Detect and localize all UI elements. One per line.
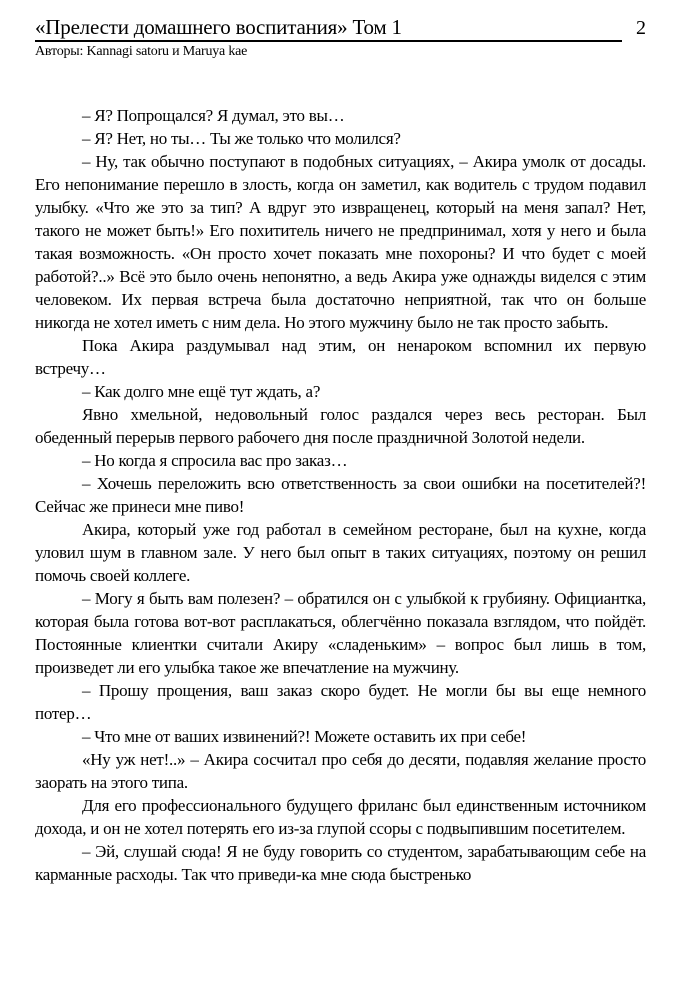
paragraph: Явно хмельной, недовольный голос раздался через весь ресторан. Был обеденный перерыв первого рабочего дня после праздничной Золотой недели. [35,405,646,447]
page-number: 2 [636,17,646,39]
paragraph: – Прошу прощения, ваш заказ скоро будет. Не могли бы вы еще немного потер… [35,681,646,723]
page-title: «Прелести домашнего воспитания» Том 1 [35,15,402,39]
header-rule [35,16,622,42]
paragraph: Акира, который уже год работал в семейном ресторане, был на кухне, когда уловил шум в главном зале. У него был опыт в таких ситуациях, поэтому он решил помочь своей коллеге. [35,520,646,585]
paragraph: «Ну уж нет!..» – Акира сосчитал про себя до десяти, подавляя желание просто заорать на этого типа. [35,750,646,792]
paragraph: – Хочешь переложить всю ответственность за свои ошибки на посетителей?! Сейчас же принеси мне пиво! [35,474,646,516]
paragraph: Для его профессионального будущего фриланс был единственным источником дохода, и он не хотел потерять его из-за глупой ссоры с подвыпившим посетителем. [35,796,646,838]
paragraph: – Эй, слушай сюда! Я не буду говорить со студентом, зарабатывающим себе на карманные расходы. Так что приведи-ка мне сюда быстренько [35,842,646,884]
body-text [35,104,646,886]
page-header [35,16,646,42]
paragraph: Пока Акира раздумывал над этим, он ненароком вспомнил их первую встречу… [35,336,646,378]
authors-line: Авторы: Kannagi satoru и Maruya kae [35,44,248,59]
paragraph: – Как долго мне ещё тут ждать, а? [82,382,321,401]
paragraph: – Могу я быть вам полезен? – обратился он с улыбкой к грубияну. Официантка, которая была готова вот-вот расплакаться, облегчённо показала взглядом, что пойдёт. Постоянные клиентки считали Акиру «сладеньким» – вопрос был лишь в том, произведет ли его улыбка такое же впечатление на мужчину. [35,589,646,677]
paragraph: – Что мне от ваших извинений?! Можете оставить их при себе! [82,727,527,746]
paragraph: – Я? Попрощался? Я думал, это вы… [82,106,345,125]
paragraph: – Но когда я спросила вас про заказ… [82,451,348,470]
paragraph: – Я? Нет, но ты… Ты же только что молился? [82,129,401,148]
paragraph: – Ну, так обычно поступают в подобных ситуациях, – Акира умолк от досады. Его непонимание перешло в злость, когда он заметил, как водитель с трудом подавил улыбку. «Что же это за тип? А вдруг это извращенец, который на меня запал? Нет, такого не может быть!» Его похититель ничего не предпринимал, хотя у него и была такая возможность. «Он просто хочет показать мне похороны? И что будет с моей работой?..» Всё это было очень непонятно, а ведь Акира уже однажды виделся с этим человеком. Их первая встреча была достаточно неприятной, так что он больше никогда не хотел иметь с ним дела. Но этого мужчину было не так просто забыть. [35,152,646,332]
